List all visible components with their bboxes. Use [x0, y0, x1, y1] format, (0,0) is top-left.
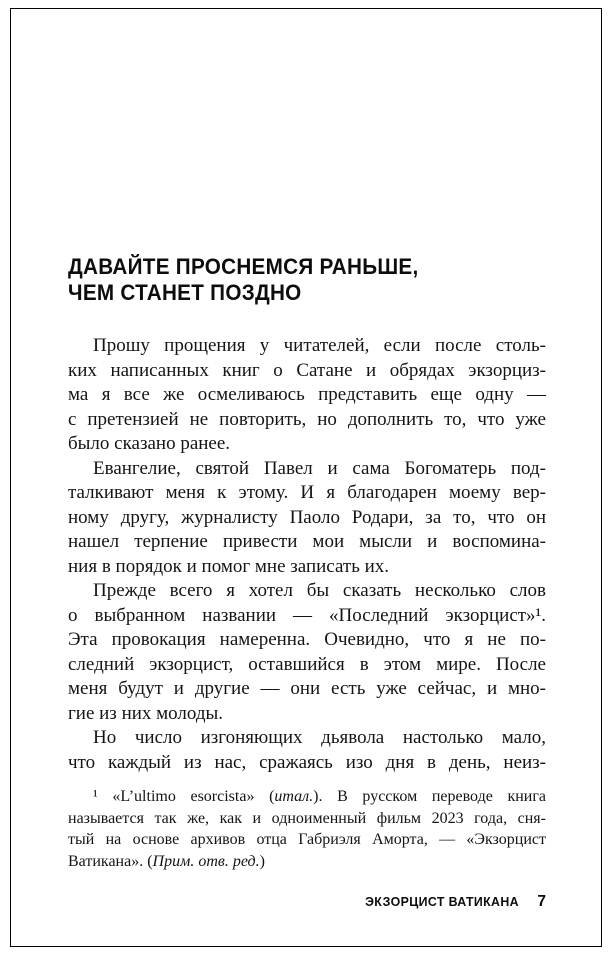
text-line: Прошу прощения у читателей, если после столь- — [93, 335, 546, 356]
text-line: ному другу, журналисту Паоло Родари, за то, что он — [68, 506, 546, 528]
footer-book-title: ЭКЗОРЦИСТ ВАТИКАНА — [365, 894, 520, 909]
text-line: Эта провокация намеренна. Очевидно, что я не по- — [68, 629, 546, 650]
footnote-italic-text: Прим. отв. ред. — [152, 852, 260, 870]
footnote-italic-text: итал. — [274, 788, 314, 805]
footnote-marker-text: ¹ «L’ultimo esorcista» ( — [93, 788, 275, 805]
text-line: ма я все же осмеливаюсь представить еще одну — — [68, 384, 546, 405]
paragraph — [68, 579, 546, 726]
chapter-heading — [68, 254, 519, 306]
footnote-text: ) — [259, 852, 265, 870]
footnote-line — [68, 786, 546, 808]
paragraph — [68, 726, 546, 775]
text-line: нашел терпение привести мои мысли и воспомина- — [68, 531, 546, 552]
text-line: следний экзорцист, оставшийся в этом мире. После — [68, 653, 546, 675]
footnote-line: тый на основе архивов отца Габриэля Аморта, — «Экзорцист — [68, 831, 546, 848]
footnote-line: называется так же, как и одноименный фильм 2023 года, сня- — [68, 809, 546, 827]
running-footer — [68, 893, 546, 911]
text-line: что каждый из нас, сражаясь изо дня в день, неиз- — [68, 751, 546, 773]
page-number: 7 — [537, 893, 546, 910]
text-line: с претензией не повторить, но дополнить то, что уже — [68, 408, 546, 430]
text-line: меня будут и другие — они есть уже сейчас, и мно- — [68, 678, 546, 699]
text-line: ких написанных книг о Сатане и обрядах экзорциз- — [68, 359, 546, 381]
text-line: было сказано ранее. — [68, 433, 231, 454]
text-line: Евангелие, святой Павел и сама Богоматерь под- — [93, 457, 546, 479]
text-line: Прежде всего я хотел бы сказать несколько слов — [93, 580, 546, 601]
footnote-text: ). В русском переводе книга — [313, 788, 547, 805]
footnote — [68, 786, 546, 872]
paragraph — [68, 334, 546, 457]
text-line: ния в порядок и помог мне записать их. — [68, 555, 390, 577]
text-line: талкивают меня к этому. И я благодарен моему вер- — [68, 482, 546, 503]
text-line: Но число изгоняющих дьявола настолько мало, — [93, 727, 546, 748]
body-text — [68, 334, 546, 775]
footnote-text: Ватикана». ( — [68, 852, 153, 870]
footnote-line — [68, 851, 546, 873]
heading-line: ДАВАЙТЕ ПРОСНЕМСЯ РАНЬШЕ, — [68, 254, 419, 279]
heading-line: ЧЕМ СТАНЕТ ПОЗДНО — [68, 280, 302, 305]
paragraph — [68, 457, 546, 580]
text-line: о выбранном названии — «Последний экзорцист»¹. — [68, 604, 546, 626]
text-line: гие из них молоды. — [68, 702, 224, 724]
